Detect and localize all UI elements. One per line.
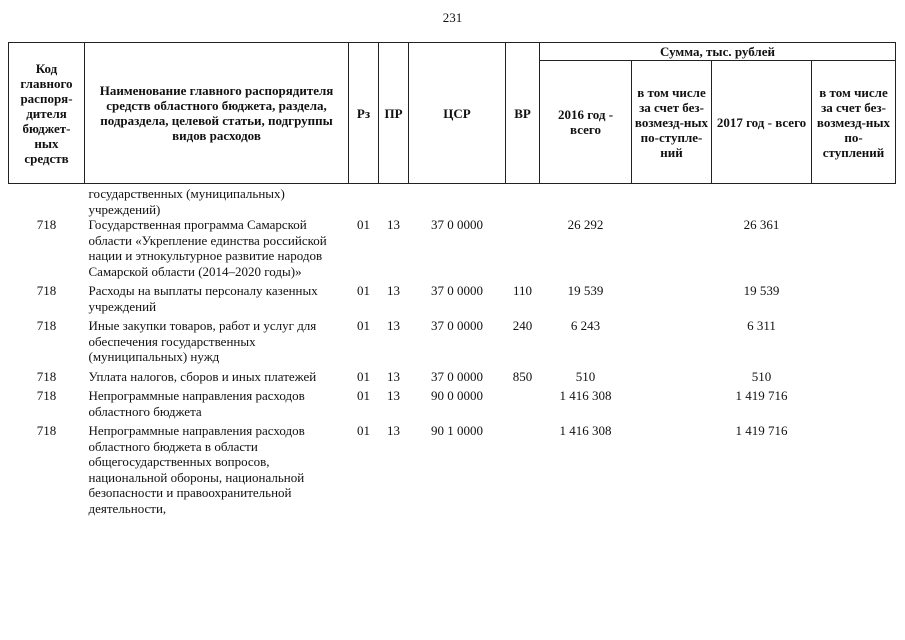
cell-2017-total: 6 311 (747, 318, 776, 333)
table-body (9, 184, 896, 521)
cell-pr: 13 (387, 318, 400, 333)
cell-vr (506, 423, 540, 520)
cell-vr: 850 (512, 368, 533, 384)
header-2017-total: 2017 год - всего (712, 61, 812, 184)
cell-vr (506, 388, 540, 423)
cell-2017-free (812, 318, 896, 369)
cell-2017-free (812, 423, 896, 520)
header-sum-group: Сумма, тыс. рублей (540, 43, 896, 61)
cell-2017-free (812, 388, 896, 423)
header-2017-free: в том числе за счет без-возмезд-ных по-ступлений (812, 61, 896, 184)
cell-2016-free (632, 217, 712, 283)
table-row (9, 388, 896, 423)
header-rz: Рз (349, 43, 379, 184)
header-code: Код главного распоря-дителя бюджет-ных средств (9, 43, 85, 184)
header-2016-total: 2016 год - всего (540, 61, 632, 184)
budget-table (8, 42, 896, 520)
cell-csr: 90 1 0000 (431, 423, 483, 438)
cell-2016-total: 19 539 (567, 283, 604, 298)
cell-name: Непрограммные направления расходов областного бюджета (88, 388, 305, 419)
cell-2016-total: 6 243 (570, 318, 601, 333)
cell-pr: 13 (387, 423, 400, 438)
cell-rz: 01 (357, 318, 370, 333)
cell-2017-free (812, 217, 896, 283)
cell-2016-total: 26 292 (567, 217, 604, 232)
header-pr: ПР (379, 43, 409, 184)
cell-csr: 37 0 0000 (431, 368, 483, 384)
cell-2017-total: 26 361 (743, 217, 780, 232)
cell-vr: 110 (512, 283, 533, 298)
cell-code: 718 (36, 388, 57, 403)
cell-code: 718 (36, 423, 57, 438)
cell-rz: 01 (357, 423, 370, 438)
cell-rz: 01 (357, 368, 370, 384)
cell-2016-free (632, 318, 712, 369)
cell-2017-free (812, 283, 896, 318)
page-number: 231 (442, 10, 463, 25)
header-vr: ВР (506, 43, 540, 184)
cell-2016-total: 1 416 308 (559, 388, 612, 403)
table-row (9, 318, 896, 369)
cell-rz: 01 (357, 217, 370, 232)
cell-csr: 90 0 0000 (431, 388, 483, 403)
table-row (9, 217, 896, 283)
cell-2017-total: 19 539 (743, 283, 780, 298)
cell-pr: 13 (387, 217, 400, 232)
cell-rz: 01 (357, 388, 370, 403)
cell-pr: 13 (387, 388, 400, 403)
cell-name: Иные закупки товаров, работ и услуг для обеспечения государственных (муниципальных) нужд (88, 318, 317, 364)
cell-code: 718 (36, 283, 57, 298)
cell-vr (506, 217, 540, 283)
cell-2016-total: 1 416 308 (559, 423, 612, 438)
cell-name: Расходы на выплаты персоналу казенных учреждений (88, 283, 318, 314)
header-csr: ЦСР (409, 43, 506, 184)
cell-code: 718 (36, 318, 57, 333)
cell-2017-total: 1 419 716 (735, 388, 788, 403)
cell-csr: 37 0 0000 (431, 283, 483, 298)
cell-2017-total: 510 (751, 368, 772, 384)
cell-csr: 37 0 0000 (431, 318, 483, 333)
cell-pr: 13 (387, 368, 400, 384)
header-name: Наименование главного распорядителя средств областного бюджета, раздела, подраздела, целевой статьи, подгруппы видов расходов (85, 43, 349, 184)
cell-2017-free (812, 369, 896, 389)
cell-2016-total: 510 (575, 368, 596, 384)
cell-2016-free (632, 369, 712, 389)
cell-code: 718 (36, 368, 57, 384)
cell-2016-free (632, 283, 712, 318)
cell-2016-free (632, 423, 712, 520)
header-2016-free: в том числе за счет без-возмезд-ных по-ступле-ний (632, 61, 712, 184)
cell-name: Уплата налогов, сборов и иных платежей (88, 368, 317, 384)
table-row (9, 283, 896, 318)
cell-name: Государственная программа Самарской области «Укрепление единства российской нации и этнокультурное развитие народов Самарской области (2014–2020 годы)» (88, 217, 327, 279)
continuation-text: государственных (муниципальных) учреждений) (88, 186, 285, 217)
table-row-continuation (9, 184, 896, 218)
cell-vr: 240 (512, 318, 533, 333)
table-row (9, 423, 896, 520)
table-header (9, 43, 896, 184)
cell-2017-total: 1 419 716 (735, 423, 788, 438)
cell-code: 718 (36, 217, 57, 232)
cell-2016-free (632, 388, 712, 423)
table-row (9, 369, 896, 389)
cell-rz: 01 (357, 283, 370, 298)
cell-csr: 37 0 0000 (431, 217, 483, 232)
cell-name: Непрограммные направления расходов областного бюджета в области общегосударственных вопросов, национальной обороны, национальной безопасности и правоохранительной деятельности, (88, 423, 305, 516)
cell-pr: 13 (387, 283, 400, 298)
